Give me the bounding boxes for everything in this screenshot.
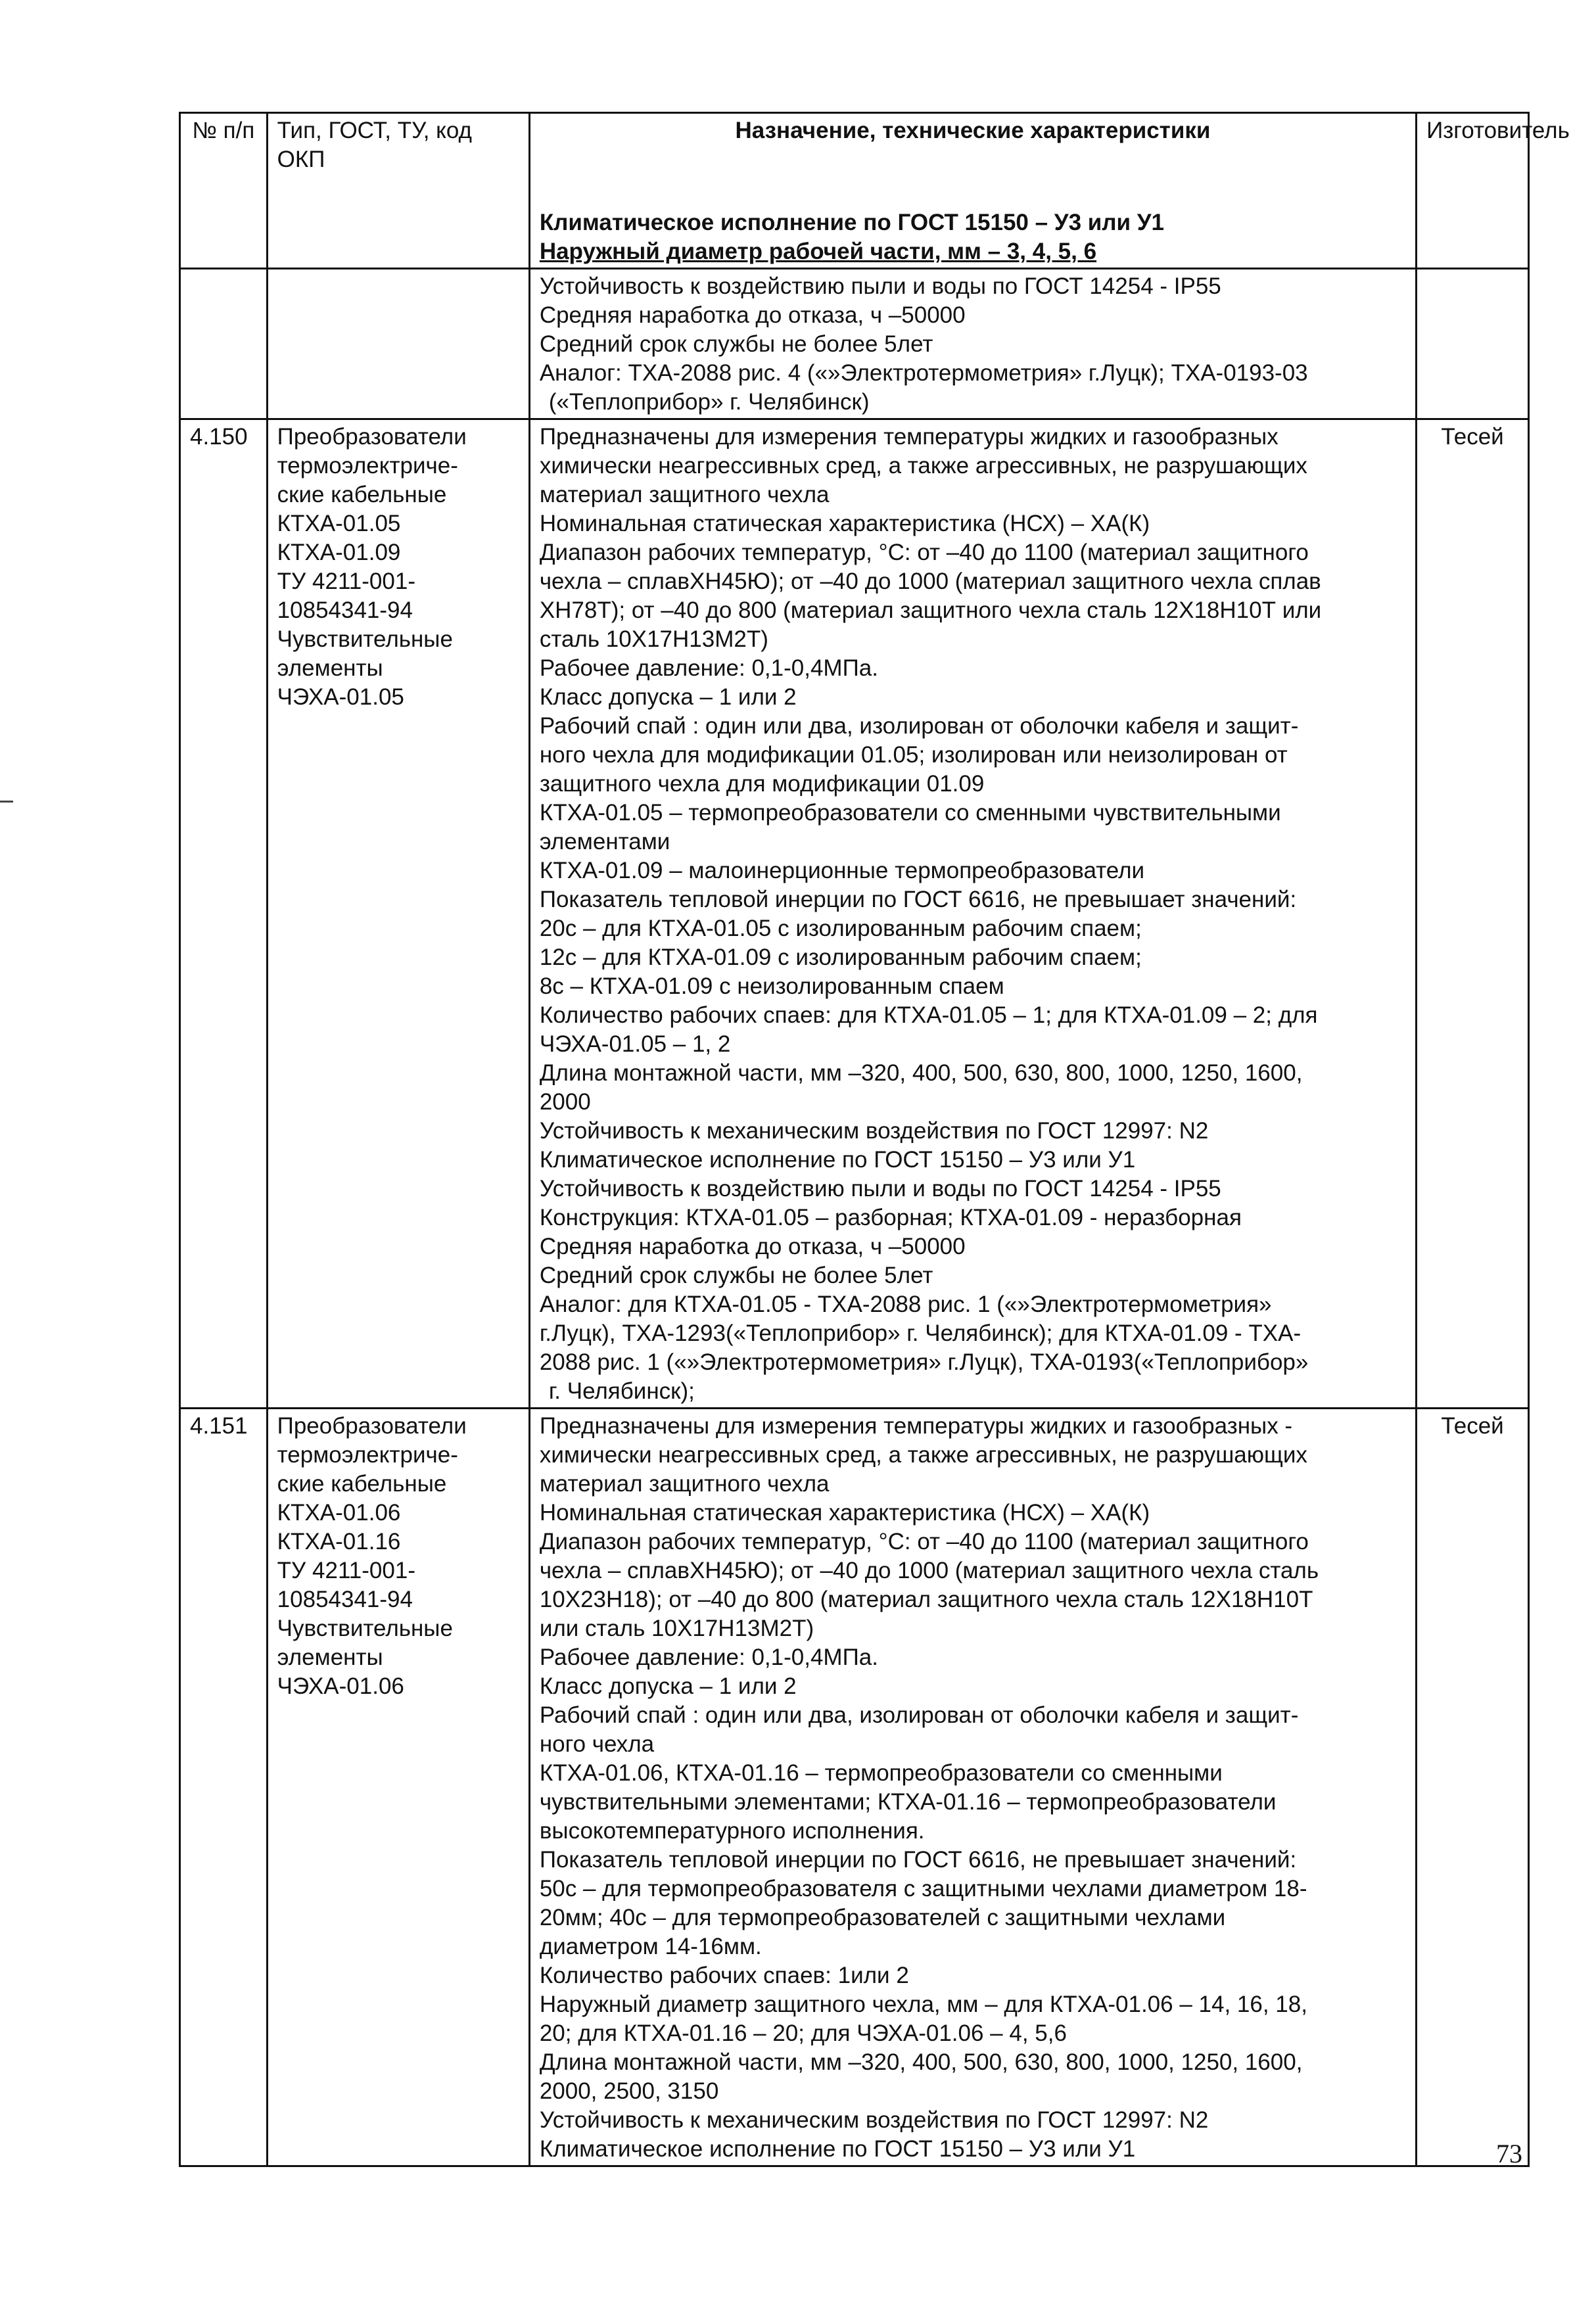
desc-line: или сталь 10Х17Н13М2Т) xyxy=(539,1616,814,1641)
header-desc xyxy=(529,113,1416,269)
header-maker-label: Изготовитель xyxy=(1426,118,1570,143)
header-desc-label: Назначение, технические характеристики xyxy=(735,118,1211,143)
desc-line: материал защитного чехла xyxy=(539,482,830,507)
type-line: ские кабельные xyxy=(277,1471,447,1497)
desc-line: КТХА-01.09 – малоинерционные термопреобразователи xyxy=(539,858,1145,883)
equipment-table xyxy=(179,112,1570,2167)
cont-desc-cell xyxy=(529,269,1416,419)
desc-line: Предназначены для измерения температуры жидких и газообразных xyxy=(539,424,1279,450)
desc-line: КТХА-01.06, КТХА-01.16 – термопреобразователи со сменными xyxy=(539,1760,1223,1786)
desc-line: чехла – сплавХН45Ю); от –40 до 1000 (материал защитного чехла сталь xyxy=(539,1558,1319,1583)
desc-line: Климатическое исполнение по ГОСТ 15150 – У3 или У1 xyxy=(539,1147,1136,1173)
desc-line: диаметром 14-16мм. xyxy=(539,1934,762,1959)
desc-line: Количество рабочих спаев: 1или 2 xyxy=(539,1963,909,1988)
header-maker xyxy=(1417,113,1570,269)
desc-line: чувствительными элементами; КТХА-01.16 – термопреобразователи xyxy=(539,1789,1277,1815)
desc-line: Конструкция: КТХА-01.05 – разборная; КТХА-01.09 - неразборная xyxy=(539,1205,1242,1230)
desc-line: Диапазон рабочих температур, °С: от –40 до 1100 (материал защитного xyxy=(539,1529,1309,1554)
type-line: ТУ 4211-001- xyxy=(277,569,415,594)
header-type xyxy=(267,113,529,269)
desc-line: 50с – для термопреобразователя с защитными чехлами диаметром 18- xyxy=(539,1876,1307,1902)
desc-line: химически неагрессивных сред, а также агрессивных, не разрушающих xyxy=(539,1442,1307,1468)
row-num: 4.150 xyxy=(180,419,268,1409)
desc-line: 2000, 2500, 3150 xyxy=(539,2078,719,2104)
desc-line: Показатель тепловой инерции по ГОСТ 6616, не превышает значений: xyxy=(539,887,1297,912)
type-line: КТХА-01.16 xyxy=(277,1529,401,1554)
header-num-label: № п/п xyxy=(192,118,255,143)
desc-line: чехла – сплавХН45Ю); от –40 до 1000 (материал защитного чехла сплав xyxy=(539,569,1321,594)
cont-type-cell xyxy=(267,269,529,419)
table-row xyxy=(180,419,1529,1409)
type-line: ТУ 4211-001- xyxy=(277,1558,415,1583)
desc-line: Аналог: для КТХА-01.05 - ТХА-2088 рис. 1 («»Электротермометрия» xyxy=(539,1292,1272,1317)
row-maker: Тесей xyxy=(1417,1409,1529,2166)
desc-line: элементами xyxy=(539,829,670,854)
desc-line: Устойчивость к воздействию пыли и воды по ГОСТ 14254 - IP55 xyxy=(539,273,1221,299)
desc-line: 8с – КТХА-01.09 с неизолированным спаем xyxy=(539,973,1004,999)
desc-line: Устойчивость к механическим воздействия по ГОСТ 12997: N2 xyxy=(539,1118,1209,1144)
desc-line: 2000 xyxy=(539,1089,591,1115)
desc-line: Показатель тепловой инерции по ГОСТ 6616, не превышает значений: xyxy=(539,1847,1297,1873)
type-line: элементы xyxy=(277,1645,383,1670)
desc-line: Устойчивость к механическим воздействия по ГОСТ 12997: N2 xyxy=(539,2107,1209,2133)
desc-line: 20мм; 40с – для термопреобразователей с защитными чехлами xyxy=(539,1905,1226,1930)
desc-line: Рабочее давление: 0,1-0,4МПа. xyxy=(539,1645,878,1670)
type-line: 10854341-94 xyxy=(277,1587,413,1612)
desc-line: Предназначены для измерения температуры жидких и газообразных - xyxy=(539,1413,1293,1439)
desc-line: 2088 рис. 1 («»Электротермометрия» г.Луцк), ТХА-0193(«Теплоприбор» xyxy=(539,1349,1309,1375)
desc-line: г.Луцк), ТХА-1293(«Теплоприбор» г. Челябинск); для КТХА-01.09 - ТХА- xyxy=(539,1320,1302,1346)
desc-line: Средний срок службы не более 5лет xyxy=(539,1263,933,1288)
desc-line: Рабочее давление: 0,1-0,4МПа. xyxy=(539,655,878,681)
desc-line: КТХА-01.05 – термопреобразователи со сменными чувствительными xyxy=(539,800,1281,826)
desc-line: Номинальная статическая характеристика (НСХ) – ХА(К) xyxy=(539,1500,1150,1526)
desc-line: Аналог: ТХА-2088 рис. 4 («»Электротермометрия» г.Луцк); ТХА-0193-03 xyxy=(539,360,1308,386)
desc-line: Средняя наработка до отказа, ч –50000 xyxy=(539,1234,966,1259)
desc-line: Рабочий спай : один или два, изолирован от оболочки кабеля и защит- xyxy=(539,713,1299,739)
desc-line: Класс допуска – 1 или 2 xyxy=(539,684,797,710)
desc-line: ного чехла для модификации 01.05; изолирован или неизолирован от xyxy=(539,742,1288,768)
desc-line: Длина монтажной части, мм –320, 400, 500, 630, 800, 1000, 1250, 1600, xyxy=(539,2049,1303,2075)
desc-line: Диапазон рабочих температур, °С: от –40 до 1100 (материал защитного xyxy=(539,540,1309,565)
desc-line: Рабочий спай : один или два, изолирован от оболочки кабеля и защит- xyxy=(539,1702,1299,1728)
desc-line: г. Челябинск); xyxy=(548,1378,695,1404)
type-line: КТХА-01.09 xyxy=(277,540,401,565)
desc-line: Номинальная статическая характеристика (НСХ) – ХА(К) xyxy=(539,511,1150,536)
margin-mark xyxy=(0,801,13,803)
type-line: элементы xyxy=(277,655,383,681)
table-header-row xyxy=(180,113,1529,269)
type-line: КТХА-01.06 xyxy=(277,1500,401,1526)
row-maker: Тесей xyxy=(1417,419,1529,1409)
cont-maker-cell xyxy=(1417,269,1529,419)
desc-line: («Теплоприбор» г. Челябинск) xyxy=(548,389,870,415)
row-num: 4.151 xyxy=(180,1409,268,2166)
type-line: КТХА-01.05 xyxy=(277,511,401,536)
table-row xyxy=(180,1409,1529,2166)
header-num xyxy=(180,113,268,269)
type-line: Чувствительные xyxy=(277,1616,453,1641)
type-line: ские кабельные xyxy=(277,482,447,507)
row-type xyxy=(267,1409,529,2166)
desc-line: сталь 10Х17Н13М2Т) xyxy=(539,626,768,652)
row-desc xyxy=(529,419,1416,1409)
desc-line: ЧЭХА-01.05 – 1, 2 xyxy=(539,1031,731,1057)
row-type xyxy=(267,419,529,1409)
header-type-label: Тип, ГОСТ, ТУ, код ОКП xyxy=(277,118,472,172)
desc-line: Средний срок службы не более 5лет xyxy=(539,331,933,357)
type-line: Преобразователи xyxy=(277,1413,467,1439)
desc-line: материал защитного чехла xyxy=(539,1471,830,1497)
type-line: термоэлектриче- xyxy=(277,1442,458,1468)
desc-line: высокотемпературного исполнения. xyxy=(539,1818,925,1844)
desc-line: Устойчивость к воздействию пыли и воды по ГОСТ 14254 - IP55 xyxy=(539,1176,1221,1202)
desc-line: Климатическое исполнение по ГОСТ 15150 – У3 или У1 xyxy=(539,2136,1136,2162)
header-cont-line: Климатическое исполнение по ГОСТ 15150 – У3 или У1 xyxy=(539,210,1164,235)
type-line: Преобразователи xyxy=(277,424,467,450)
desc-line: 20с – для КТХА-01.05 с изолированным рабочим спаем; xyxy=(539,916,1142,941)
desc-line: ного чехла xyxy=(539,1731,655,1757)
desc-line: Количество рабочих спаев: для КТХА-01.05 – 1; для КТХА-01.09 – 2; для xyxy=(539,1002,1318,1028)
desc-line: ХН78Т); от –40 до 800 (материал защитного чехла сталь 12Х18Н10Т или xyxy=(539,597,1322,623)
desc-line: Класс допуска – 1 или 2 xyxy=(539,1673,797,1699)
desc-line: 12с – для КТХА-01.09 с изолированным рабочим спаем; xyxy=(539,945,1142,970)
type-line: Чувствительные xyxy=(277,626,453,652)
desc-line: Длина монтажной части, мм –320, 400, 500, 630, 800, 1000, 1250, 1600, xyxy=(539,1060,1303,1086)
row-desc xyxy=(529,1409,1416,2166)
type-line: термоэлектриче- xyxy=(277,453,458,479)
desc-line: Средняя наработка до отказа, ч –50000 xyxy=(539,302,966,328)
continuation-row xyxy=(180,269,1529,419)
header-cont-line: Наружный диаметр рабочей части, мм – 3, 4, 5, 6 xyxy=(539,239,1097,264)
type-line: ЧЭХА-01.06 xyxy=(277,1673,404,1699)
desc-line: Наружный диаметр защитного чехла, мм – для КТХА-01.06 – 14, 16, 18, xyxy=(539,1992,1307,2017)
page-number: 73 xyxy=(1496,2139,1522,2168)
type-line: ЧЭХА-01.05 xyxy=(277,684,404,710)
desc-line: защитного чехла для модификации 01.09 xyxy=(539,771,985,797)
desc-line: 20; для КТХА-01.16 – 20; для ЧЭХА-01.06 – 4, 5,6 xyxy=(539,2020,1067,2046)
desc-line: 10Х23Н18); от –40 до 800 (материал защитного чехла сталь 12Х18Н10Т xyxy=(539,1587,1313,1612)
type-line: 10854341-94 xyxy=(277,597,413,623)
desc-line: химически неагрессивных сред, а также агрессивных, не разрушающих xyxy=(539,453,1307,479)
cont-num-cell xyxy=(180,269,268,419)
